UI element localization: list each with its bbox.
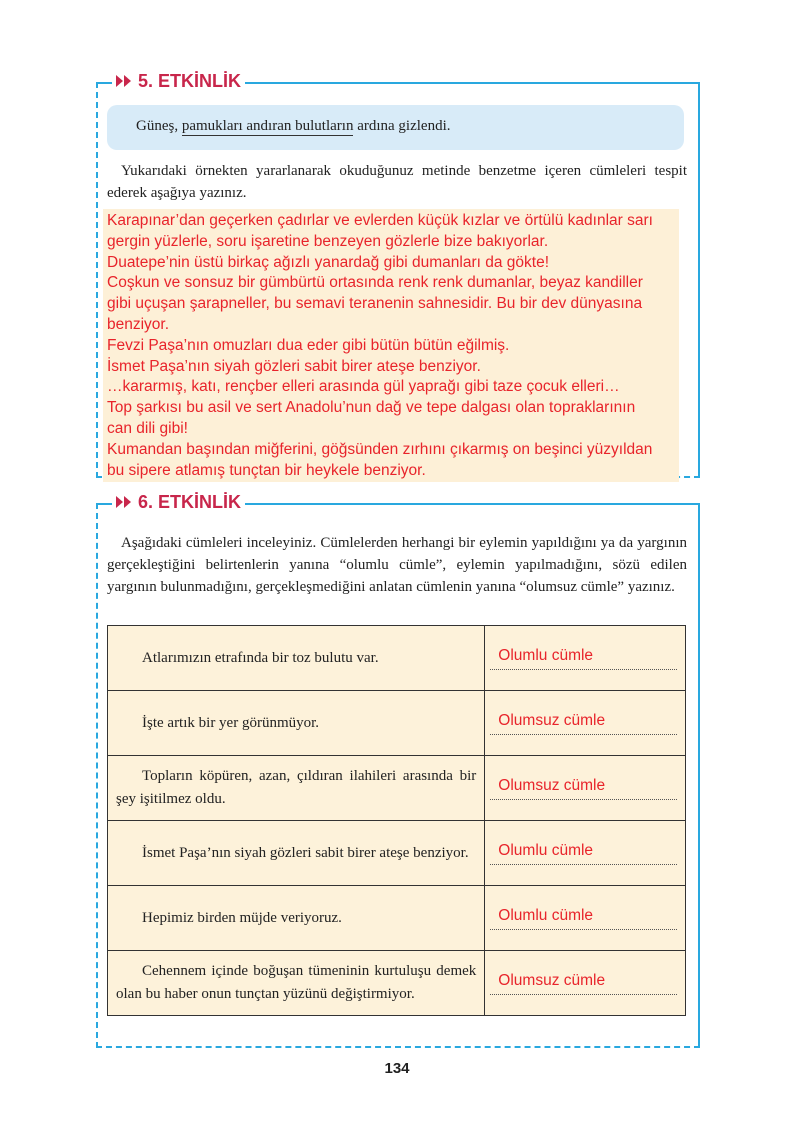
activity-5-answer-area[interactable] [103, 209, 679, 482]
answer-cell[interactable] [485, 951, 686, 1016]
answer-line: benziyor. [107, 315, 170, 333]
answer-text[interactable]: Olumsuz cümle [490, 972, 677, 995]
table-row [108, 951, 686, 1016]
example-text-before: Güneş, [136, 118, 182, 134]
sentence-cell [108, 691, 485, 756]
activity-5-title-text: 5. ETKİNLİK [138, 70, 242, 91]
table-row [108, 626, 686, 691]
answer-line: Fevzi Paşa’nın omuzları dua eder gibi bütün bütün eğilmiş. [107, 336, 510, 354]
answer-text[interactable]: Olumsuz cümle [490, 777, 677, 800]
answer-line: can dili gibi! [107, 419, 188, 437]
example-text-underlined: pamukları andıran bulutların [181, 118, 354, 134]
answer-line: gibi uçuşan şarapneller, bu semavi teranenin sahnesidir. Bu bir dev dünyasına [107, 295, 643, 313]
sentence-table [107, 625, 686, 1016]
table-row [108, 886, 686, 951]
activity-5-title [112, 70, 245, 92]
answer-cell[interactable] [485, 756, 686, 821]
answer-text[interactable]: Olumsuz cümle [490, 712, 677, 735]
answer-line: gergin yüzlerle, soru işaretine benzeyen gözlerle bize bakıyorlar. [107, 232, 549, 250]
sentence-cell [108, 951, 485, 1016]
sentence-text: Cehennem içinde boğuşan tümeninin kurtuluşu demek olan bu haber onun tunçtan yüzünü değiştirmiyor. [116, 963, 477, 1002]
activity-6-title-text: 6. ETKİNLİK [138, 491, 242, 512]
answer-line: Duatepe’nin üstü birkaç ağızlı yanardağ gibi dumanları da gökte! [107, 253, 550, 271]
double-arrow-icon [116, 75, 132, 87]
answer-line: Top şarkısı bu asil ve sert Anadolu’nun dağ ve tepe dalgası olan topraklarının [107, 399, 636, 417]
answer-cell[interactable] [485, 821, 686, 886]
example-text-after: ardına gizlendi. [353, 118, 451, 134]
example-sentence-box [107, 105, 684, 150]
sentence-text: Hepimiz birden müjde veriyoruz. [142, 909, 342, 926]
sentence-cell [108, 626, 485, 691]
table-row [108, 821, 686, 886]
table-row [108, 756, 686, 821]
sentence-text: İsmet Paşa’nın siyah gözleri sabit birer ateşe benziyor. [142, 844, 469, 861]
page-number: 134 [384, 1060, 410, 1077]
answer-cell[interactable] [485, 886, 686, 951]
sentence-text: İşte artık bir yer görünmüyor. [142, 714, 320, 731]
sentence-text: Atlarımızın etrafında bir toz bulutu var. [142, 649, 379, 666]
answer-text[interactable]: Olumlu cümle [490, 842, 677, 865]
answer-line: …kararmış, katı, rençber elleri arasında gül yaprağı gibi taze çocuk elleri… [107, 378, 620, 396]
sentence-cell [108, 821, 485, 886]
sentence-text: Topların köpüren, azan, çıldıran ilahileri arasında bir şey işitilmez oldu. [116, 768, 477, 807]
answer-text[interactable]: Olumlu cümle [490, 647, 677, 670]
activity-6-instruction: Aşağıdaki cümleleri inceleyiniz. Cümlelerden herhangi bir eylemin yapıldığını ya da yargının gerçekleştiğini belirtenlerin yanına “olumlu cümle”, eylemin yapılmadığını, sözü edilen yargının bulunmadığını, gerçekleşmediğini anlatan cümlenin yanına “olumsuz cümle” yazınız. [107, 535, 687, 595]
double-arrow-icon [116, 496, 132, 508]
sentence-cell [108, 886, 485, 951]
activity-5-instruction: Yukarıdaki örnekten yararlanarak okuduğunuz metinde benzetme içeren cümleleri tespit ederek aşağıya yazınız. [107, 163, 687, 201]
sentence-cell [108, 756, 485, 821]
answer-line: Coşkun ve sonsuz bir gümbürtü ortasında renk renk dumanlar, beyaz kandiller [107, 274, 643, 292]
answer-cell[interactable] [485, 691, 686, 756]
answer-text[interactable]: Olumlu cümle [490, 907, 677, 930]
answer-line: Kumandan başından miğferini, göğsünden zırhını çıkarmış on beşinci yüzyıldan [107, 440, 653, 458]
table-row [108, 691, 686, 756]
answer-line: İsmet Paşa’nın siyah gözleri sabit birer ateşe benziyor. [107, 357, 481, 375]
answer-line: bu sipere atlamış tunçtan bir heykele benziyor. [107, 461, 426, 479]
answer-line: Karapınar’dan geçerken çadırlar ve evlerden küçük kızlar ve örtülü kadınlar sarı [107, 212, 653, 229]
activity-6-title [112, 491, 245, 513]
answer-cell[interactable] [485, 626, 686, 691]
